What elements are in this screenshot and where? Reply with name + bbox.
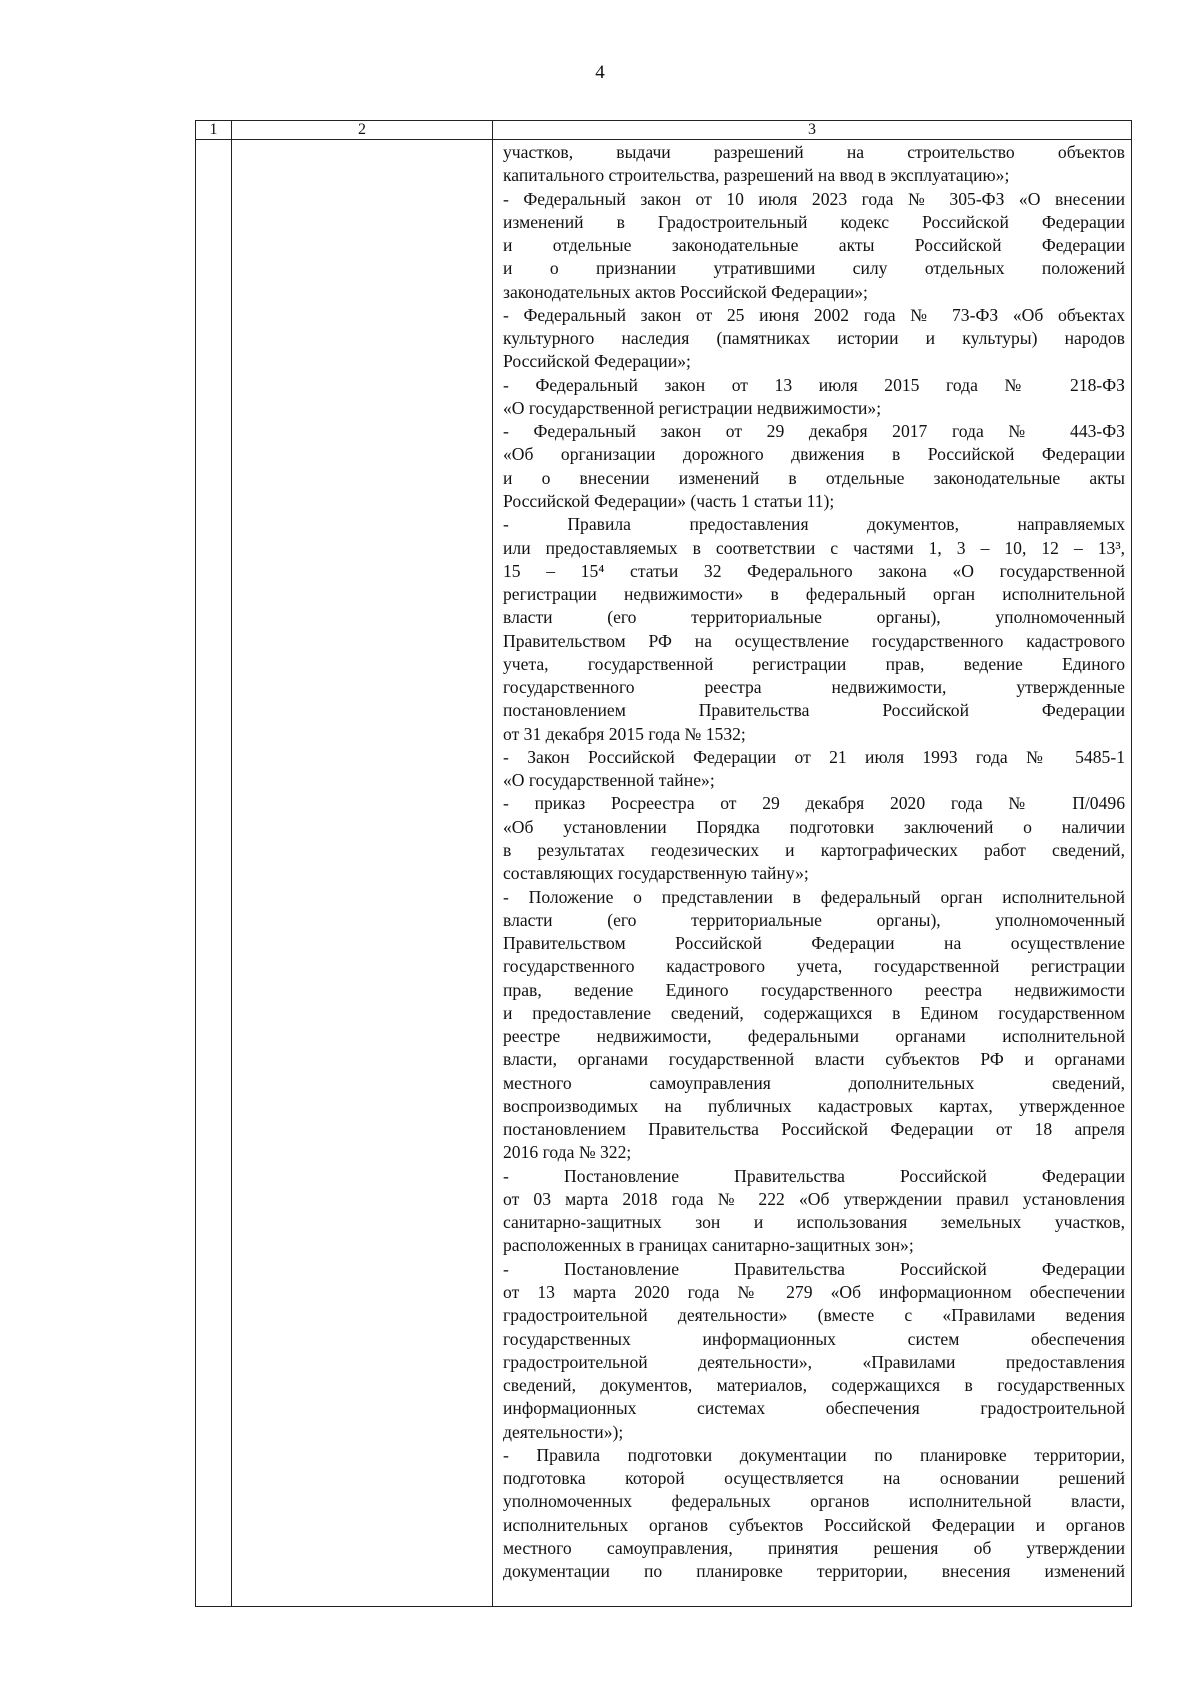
page-number: 4 bbox=[595, 62, 605, 83]
text-line: - Постановление Правительства Российской Федерации bbox=[503, 1165, 1125, 1186]
text-line: - Федеральный закон от 10 июля 2023 года № 305-ФЗ «О внесении bbox=[503, 188, 1125, 209]
text-line: Российской Федерации» (часть 1 статьи 11); bbox=[503, 490, 835, 511]
text-line: информационных системах обеспечения градостроительной bbox=[503, 1398, 1125, 1419]
text-line: - Закон Российской Федерации от 21 июля 1993 года № 5485-1 bbox=[503, 746, 1125, 767]
text-line: от 13 марта 2020 года № 279 «Об информационном обеспечении bbox=[503, 1282, 1125, 1303]
text-line: в результатах геодезических и картографических работ сведений, bbox=[503, 839, 1125, 860]
text-line: и о признании утратившими силу отдельных положений bbox=[503, 258, 1125, 279]
text-line: сведений, документов, материалов, содержащихся в государственных bbox=[503, 1375, 1125, 1396]
text-line: уполномоченных федеральных органов исполнительной власти, bbox=[503, 1491, 1125, 1512]
text-line: и отдельные законодательные акты Российской Федерации bbox=[503, 235, 1125, 256]
text-line: градостроительной деятельности» (вместе с «Правилами ведения bbox=[503, 1305, 1125, 1326]
text-line: - Правила подготовки документации по планировке территории, bbox=[503, 1444, 1125, 1465]
column-header-3: 3 bbox=[493, 121, 1132, 140]
text-line: - Постановление Правительства Российской Федерации bbox=[503, 1258, 1125, 1279]
text-line: прав, ведение Единого государственного реестра недвижимости bbox=[503, 979, 1125, 1000]
text-line: - Положение о представлении в федеральный орган исполнительной bbox=[503, 886, 1125, 907]
cell-column-3 bbox=[493, 140, 1132, 1607]
text-line: местного самоуправления дополнительных сведений, bbox=[503, 1072, 1125, 1093]
cell-column-2 bbox=[232, 140, 493, 1607]
text-line: воспроизводимых на публичных кадастровых картах, утвержденное bbox=[503, 1095, 1125, 1116]
text-line: - Правила предоставления документов, направляемых bbox=[503, 514, 1125, 535]
text-line: санитарно-защитных зон и использования земельных участков, bbox=[503, 1212, 1125, 1233]
text-line: Российской Федерации»; bbox=[503, 351, 691, 372]
text-line: от 31 декабря 2015 года № 1532; bbox=[503, 723, 746, 744]
text-line: - приказ Росреестра от 29 декабря 2020 года № П/0496 bbox=[503, 793, 1125, 814]
text-line: составляющих государственную тайну»; bbox=[503, 863, 809, 884]
text-line: или предоставляемых в соответствии с частями 1, 3 – 10, 12 – 13³, bbox=[503, 537, 1125, 558]
legal-acts-list bbox=[493, 140, 1131, 1583]
text-line: власти, органами государственной власти субъектов РФ и органами bbox=[503, 1049, 1125, 1070]
header-row bbox=[196, 121, 1132, 140]
text-line: - Федеральный закон от 25 июня 2002 года № 73-ФЗ «Об объектах bbox=[503, 304, 1125, 325]
text-line: «Об организации дорожного движения в Российской Федерации bbox=[503, 444, 1125, 465]
text-line: власти (его территориальные органы), уполномоченный bbox=[503, 607, 1125, 628]
text-line: и о внесении изменений в отдельные законодательные акты bbox=[503, 467, 1125, 488]
text-line: Правительством Российской Федерации на осуществление bbox=[503, 933, 1125, 954]
column-header-1: 1 bbox=[196, 121, 232, 140]
text-line: «Об установлении Порядка подготовки заключений о наличии bbox=[503, 816, 1125, 837]
text-line: 15 – 15⁴ статьи 32 Федерального закона «О государственной bbox=[503, 560, 1125, 581]
text-line: «О государственной регистрации недвижимости»; bbox=[503, 397, 882, 418]
text-line: учета, государственной регистрации прав, ведение Единого bbox=[503, 653, 1125, 674]
text-line: документации по планировке территории, внесения изменений bbox=[503, 1561, 1125, 1582]
cell-column-1 bbox=[196, 140, 232, 1607]
text-line: Правительством РФ на осуществление государственного кадастрового bbox=[503, 630, 1125, 651]
document-table bbox=[195, 120, 1132, 1607]
text-line: местного самоуправления, принятия решения об утверждении bbox=[503, 1537, 1125, 1558]
text-line: власти (его территориальные органы), уполномоченный bbox=[503, 909, 1125, 930]
text-line: градостроительной деятельности», «Правилами предоставления bbox=[503, 1351, 1125, 1372]
text-line: - Федеральный закон от 29 декабря 2017 года № 443-ФЗ bbox=[503, 421, 1125, 442]
text-line: подготовка которой осуществляется на основании решений bbox=[503, 1468, 1125, 1489]
text-line: участков, выдачи разрешений на строительство объектов bbox=[503, 142, 1125, 162]
text-line: реестре недвижимости, федеральными органами исполнительной bbox=[503, 1026, 1125, 1047]
text-line: 2016 года № 322; bbox=[503, 1142, 632, 1163]
text-line: регистрации недвижимости» в федеральный орган исполнительной bbox=[503, 584, 1125, 605]
text-line: исполнительных органов субъектов Российской Федерации и органов bbox=[503, 1514, 1125, 1535]
text-line: капитального строительства, разрешений на ввод в эксплуатацию»; bbox=[503, 165, 1010, 186]
text-line: изменений в Градостроительный кодекс Российской Федерации bbox=[503, 211, 1125, 232]
text-line: от 03 марта 2018 года № 222 «Об утверждении правил установления bbox=[503, 1188, 1125, 1209]
text-line: постановлением Правительства Российской Федерации bbox=[503, 700, 1125, 721]
text-line: законодательных актов Российской Федерации»; bbox=[503, 281, 868, 302]
table-row bbox=[196, 140, 1132, 1607]
text-line: государственного реестра недвижимости, утвержденные bbox=[503, 677, 1125, 698]
text-line: деятельности»); bbox=[503, 1421, 624, 1442]
column-header-2: 2 bbox=[232, 121, 493, 140]
text-line: государственных информационных систем обеспечения bbox=[503, 1328, 1125, 1349]
text-line: государственного кадастрового учета, государственной регистрации bbox=[503, 956, 1125, 977]
text-line: - Федеральный закон от 13 июля 2015 года № 218-ФЗ bbox=[503, 374, 1125, 395]
text-line: постановлением Правительства Российской Федерации от 18 апреля bbox=[503, 1119, 1125, 1140]
text-line: и предоставление сведений, содержащихся в Едином государственном bbox=[503, 1002, 1125, 1023]
text-line: расположенных в границах санитарно-защитных зон»; bbox=[503, 1235, 914, 1256]
text-line: культурного наследия (памятниках истории и культуры) народов bbox=[503, 328, 1125, 349]
text-line: «О государственной тайне»; bbox=[503, 770, 715, 791]
